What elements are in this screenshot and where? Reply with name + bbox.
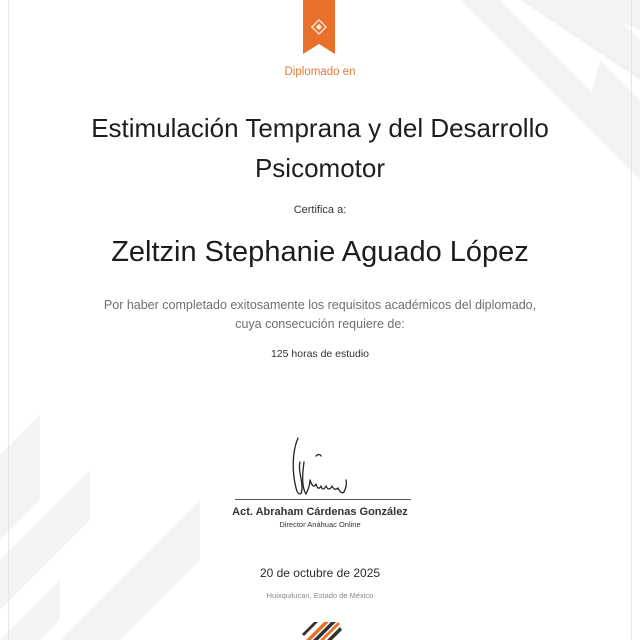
signer-role: Director Anáhuac Online <box>279 520 361 529</box>
description-line-1: Por haber completado exitosamente los requisitos académicos del diplomado, <box>103 298 537 312</box>
program-type-label: Diplomado en <box>284 66 356 78</box>
institution-logo-icon <box>302 617 342 640</box>
study-hours: 125 horas de estudio <box>270 348 370 360</box>
recipient-name: Zeltzin Stephanie Aguado López <box>111 236 529 268</box>
program-title-line-2: Psicomotor <box>254 153 386 183</box>
issue-date: 20 de octubre de 2025 <box>259 566 381 580</box>
ribbon-bookmark-icon <box>303 0 335 54</box>
program-title <box>0 108 640 188</box>
description-line-2: cuya consecución requiere de: <box>235 317 405 331</box>
program-title-line-1: Estimulación Temprana y del Desarrollo <box>91 113 549 143</box>
completion-description <box>0 296 640 334</box>
signer-name: Act. Abraham Cárdenas González <box>232 506 408 518</box>
signature-line <box>235 499 411 500</box>
certifies-label: Certifica a: <box>293 204 347 216</box>
handwritten-signature <box>284 432 360 504</box>
issue-place: Huixquilucan, Estado de México <box>266 591 374 600</box>
